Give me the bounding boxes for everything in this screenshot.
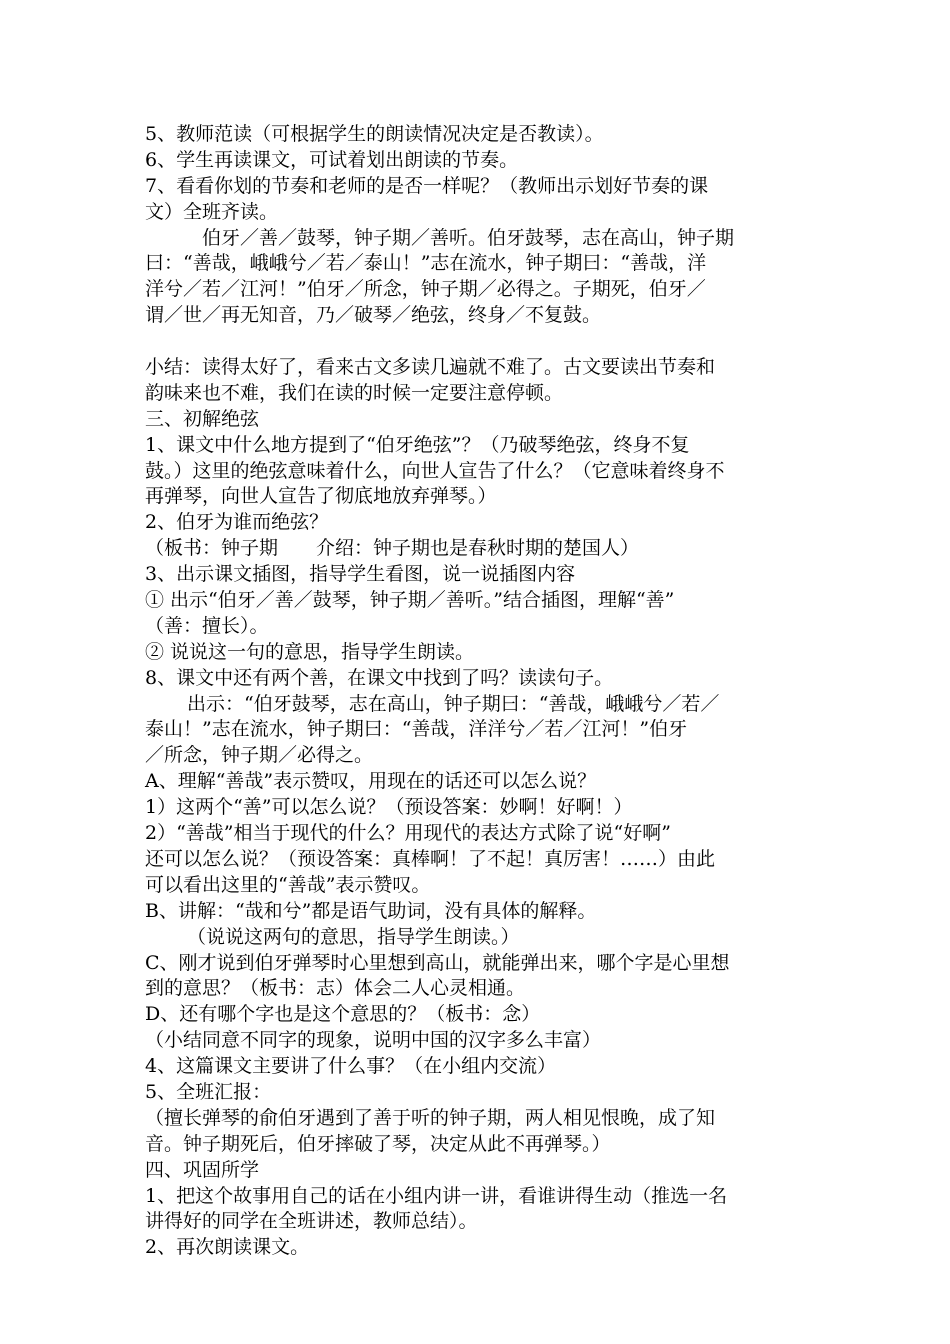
text-line: 出示：“伯牙鼓琴，志在高山，钟子期曰：“善哉，峨峨兮／若／ <box>187 692 720 715</box>
text-line: 鼓。）这里的绝弦意味着什么，向世人宣告了什么？（它意味着终身不 <box>145 459 725 482</box>
text-line: 1、把这个故事用自己的话在小组内讲一讲，看谁讲得生动（推选一名 <box>145 1184 728 1207</box>
text-line: C、刚才说到伯牙弹琴时心里想到高山，就能弹出来，哪个字是心里想 <box>145 951 730 974</box>
text-line: 4、这篇课文主要讲了什么事？（在小组内交流） <box>145 1055 557 1078</box>
text-line: B、讲解：“哉和兮”都是语气助词，没有具体的解释。 <box>145 899 597 922</box>
text-line: 曰：“善哉，峨峨兮／若／泰山！”志在流水，钟子期曰：“善哉，洋 <box>145 252 707 275</box>
text-line: A、理解“善哉”表示赞叹，用现在的话还可以怎么说？ <box>145 770 597 793</box>
text-line: 5、全班汇报： <box>145 1080 272 1103</box>
text-line: 1、课文中什么地方提到了“伯牙绝弦”？（乃破琴绝弦，终身不复 <box>145 433 690 456</box>
text-line: 泰山！”志在流水，钟子期曰：“善哉，洋洋兮／若／江河！”伯牙 <box>145 718 688 741</box>
text-line: （说说这两句的意思，指导学生朗读。） <box>187 925 520 948</box>
text-line: （小结同意不同字的现象，说明中国的汉字多么丰富） <box>145 1029 602 1052</box>
text-line: 到的意思？（板书：志）体会二人心灵相通。 <box>145 977 526 1000</box>
text-line: ② 说说这一句的意思，指导学生朗读。 <box>145 640 475 663</box>
text-line: （板书：钟子期 介绍：钟子期也是春秋时期的楚国人） <box>145 537 640 560</box>
text-line: ① 出示“伯牙／善／鼓琴，钟子期／善听。”结合插图，理解“善” <box>145 589 675 612</box>
text-line: 小结：读得太好了，看来古文多读几遍就不难了。古文要读出节奏和 <box>145 356 716 379</box>
text-line: 再弹琴，向世人宣告了彻底地放弃弹琴。） <box>145 485 497 508</box>
text-line: 3、出示课文插图，指导学生看图，说一说插图内容 <box>145 563 576 586</box>
text-line: 6、学生再读课文，可试着划出朗读的节奏。 <box>145 148 519 171</box>
text-line: 文）全班齐读。 <box>145 200 279 223</box>
text-line: 音。钟子期死后，伯牙摔破了琴，决定从此不再弹琴。） <box>145 1132 611 1155</box>
text-line: 2）“善哉”相当于现代的什么？用现代的表达方式除了说“好啊” <box>145 822 671 845</box>
text-line: 2、再次朗读课文。 <box>145 1236 310 1259</box>
text-line: 还可以怎么说？（预设答案：真棒啊！了不起！真厉害！……）由此 <box>145 847 716 870</box>
section-heading: 三、初解绝弦 <box>145 407 260 430</box>
text-line: 8、课文中还有两个善，在课文中找到了吗？读读句子。 <box>145 666 614 689</box>
text-line: ／所念，钟子期／必得之。 <box>145 744 374 767</box>
text-line: 谓／世／再无知音，乃／破琴／绝弦，终身／不复鼓。 <box>145 304 602 327</box>
blank-line <box>145 329 815 355</box>
section-heading: 四、巩固所学 <box>145 1158 260 1181</box>
text-line: （善：擅长）。 <box>145 614 269 637</box>
text-line: 韵味来也不难，我们在读的时候一定要注意停顿。 <box>145 381 564 404</box>
text-line: 洋兮／若／江河！”伯牙／所念，钟子期／必得之。子期死，伯牙／ <box>145 278 706 301</box>
text-line: 讲得好的同学在全班讲述，教师总结）。 <box>145 1210 478 1233</box>
text-line: 2、伯牙为谁而绝弦？ <box>145 511 329 534</box>
text-line: （擅长弹琴的俞伯牙遇到了善于听的钟子期，两人相见恨晚，成了知 <box>145 1106 716 1129</box>
text-line: 5、教师范读（可根据学生的朗读情况决定是否教读）。 <box>145 123 604 145</box>
text-line: 1）这两个“善”可以怎么说？（预设答案：妙啊！好啊！） <box>145 796 633 819</box>
text-line: 可以看出这里的“善哉”表示赞叹。 <box>145 873 431 896</box>
text-line: D、还有哪个字也是这个意思的？（板书：念） <box>145 1003 541 1026</box>
document-body <box>145 122 815 1261</box>
text-line: 7、看看你划的节奏和老师的是否一样呢？（教师出示划好节奏的课 <box>145 174 709 197</box>
text-line: 伯牙／善／鼓琴，钟子期／善听。伯牙鼓琴，志在高山，钟子期 <box>202 226 735 249</box>
